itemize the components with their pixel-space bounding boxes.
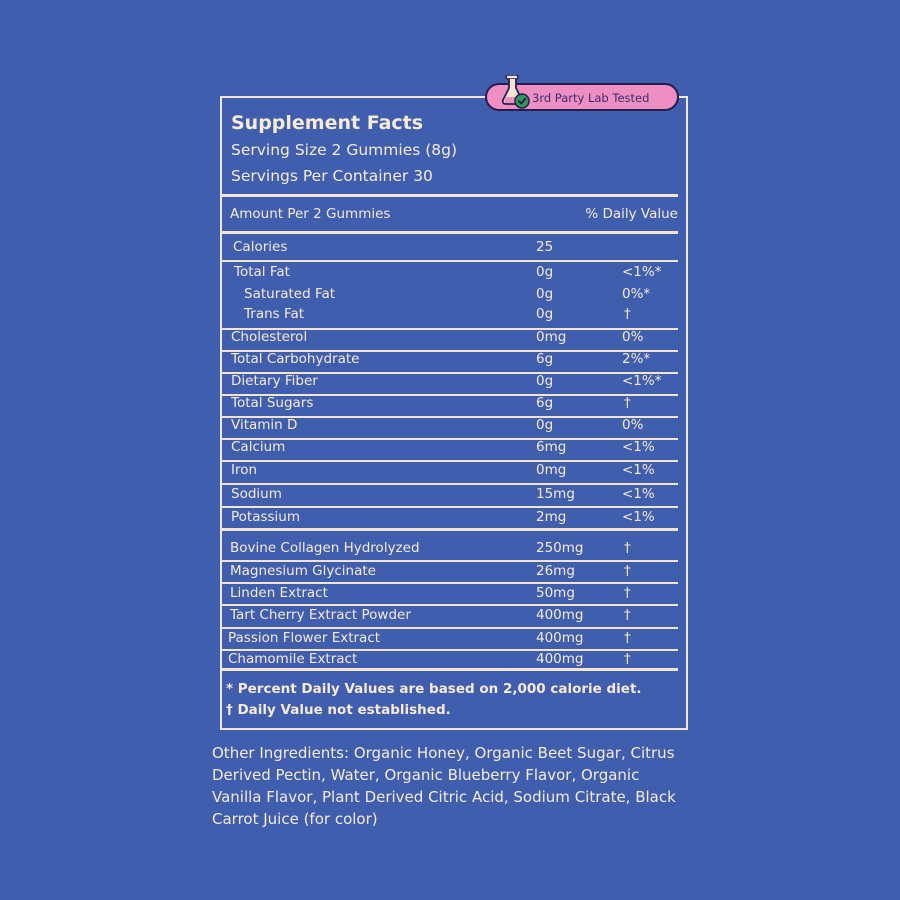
row-divider xyxy=(222,560,678,562)
row-divider xyxy=(222,350,678,352)
nutrient-name: Trans Fat xyxy=(244,306,305,322)
row-divider xyxy=(222,506,678,508)
ingredient-amount: 50mg xyxy=(536,585,575,601)
ingredient-name: Tart Cherry Extract Powder xyxy=(230,607,411,623)
nutrient-name: Dietary Fiber xyxy=(231,373,318,389)
row-divider xyxy=(222,627,678,629)
nutrient-daily-value: <1% xyxy=(622,462,655,478)
dagger-footnote: † Daily Value not established. xyxy=(226,702,451,718)
ingredient-name: Chamomile Extract xyxy=(228,651,358,667)
nutrient-name: Vitamin D xyxy=(231,417,298,433)
ingredient-amount: 400mg xyxy=(536,651,584,667)
nutrient-amount: 25 xyxy=(536,239,554,255)
ingredient-name: Passion Flower Extract xyxy=(228,630,381,646)
divider xyxy=(222,668,678,671)
nutrient-name: Cholesterol xyxy=(231,329,308,345)
ingredient-amount: 26mg xyxy=(536,563,575,579)
divider xyxy=(222,194,678,197)
nutrient-amount: 2mg xyxy=(536,509,567,525)
amount-per-serving-row xyxy=(230,206,678,222)
nutrient-daily-value: <1% xyxy=(622,486,655,502)
nutrient-daily-value: <1%* xyxy=(622,264,662,280)
nutrient-daily-value: 2%* xyxy=(622,351,651,367)
nutrient-amount: 0mg xyxy=(536,462,567,478)
nutrient-name: Sodium xyxy=(231,486,282,502)
nutrient-daily-value: 0% xyxy=(622,417,644,433)
nutrient-amount: 6g xyxy=(536,395,554,411)
ingredient-daily-value: † xyxy=(624,651,631,667)
ingredient-amount: 400mg xyxy=(536,607,584,623)
ingredient-daily-value: † xyxy=(624,607,631,623)
row-divider xyxy=(222,328,678,330)
other-ingredients: Other Ingredients: Organic Honey, Organic Beet Sugar, Citrus Derived Pectin, Water, Organic Blueberry Flavor, Organic Vanilla Flavor, Plant Derived Citric Acid, Sodium Citrate, Black Carrot Juice (for color) xyxy=(212,744,676,828)
nutrient-name: Saturated Fat xyxy=(244,286,336,302)
amount-per-label: Amount Per 2 Gummies xyxy=(230,206,391,222)
row-divider xyxy=(222,416,678,418)
ingredient-daily-value: † xyxy=(624,563,631,579)
row-divider xyxy=(222,649,678,651)
panel-title: Supplement Facts xyxy=(231,112,424,134)
nutrient-name: Total Sugars xyxy=(231,395,314,411)
nutrient-daily-value: <1% xyxy=(622,509,655,525)
row-divider xyxy=(222,394,678,396)
nutrient-amount: 15mg xyxy=(536,486,575,502)
nutrient-amount: 0g xyxy=(536,373,554,389)
row-divider xyxy=(222,604,678,606)
nutrient-name: Iron xyxy=(231,462,258,478)
percent-dv-footnote: * Percent Daily Values are based on 2,000 calorie diet. xyxy=(226,681,642,697)
row-divider xyxy=(222,372,678,374)
nutrient-amount: 6mg xyxy=(536,439,567,455)
nutrient-name: Total Carbohydrate xyxy=(231,351,360,367)
nutrient-daily-value: <1%* xyxy=(622,373,662,389)
servings-per-container: Servings Per Container 30 xyxy=(231,167,433,185)
row-divider xyxy=(222,438,678,440)
ingredient-daily-value: † xyxy=(624,540,631,556)
nutrient-name: Calories xyxy=(233,239,288,255)
row-divider xyxy=(222,460,678,462)
nutrient-amount: 0g xyxy=(536,286,554,302)
row-divider xyxy=(222,582,678,584)
nutrient-daily-value: <1% xyxy=(622,439,655,455)
divider xyxy=(222,528,678,531)
divider xyxy=(222,231,678,234)
nutrient-daily-value: † xyxy=(624,306,631,322)
nutrient-daily-value: † xyxy=(624,395,631,411)
ingredient-daily-value: † xyxy=(624,630,631,646)
row-divider xyxy=(222,483,678,485)
nutrient-name: Calcium xyxy=(231,439,286,455)
nutrient-name: Potassium xyxy=(231,509,301,525)
nutrient-daily-value: 0% xyxy=(622,329,644,345)
badge-label: 3rd Party Lab Tested xyxy=(532,91,650,105)
nutrient-amount: 0g xyxy=(536,264,554,280)
ingredient-amount: 400mg xyxy=(536,630,584,646)
daily-value-header: % Daily Value xyxy=(585,206,678,222)
nutrient-amount: 0g xyxy=(536,417,554,433)
nutrient-amount: 6g xyxy=(536,351,554,367)
serving-size: Serving Size 2 Gummies (8g) xyxy=(231,141,458,159)
nutrient-amount: 0g xyxy=(536,306,554,322)
nutrient-amount: 0mg xyxy=(536,329,567,345)
ingredient-name: Bovine Collagen Hydrolyzed xyxy=(230,540,420,556)
ingredient-name: Linden Extract xyxy=(230,585,328,601)
row-divider xyxy=(222,260,678,262)
ingredient-name: Magnesium Glycinate xyxy=(230,563,376,579)
nutrient-name: Total Fat xyxy=(234,264,290,280)
ingredient-daily-value: † xyxy=(624,585,631,601)
nutrient-daily-value: 0%* xyxy=(622,286,651,302)
ingredient-amount: 250mg xyxy=(536,540,584,556)
flask-check-icon xyxy=(501,75,531,111)
